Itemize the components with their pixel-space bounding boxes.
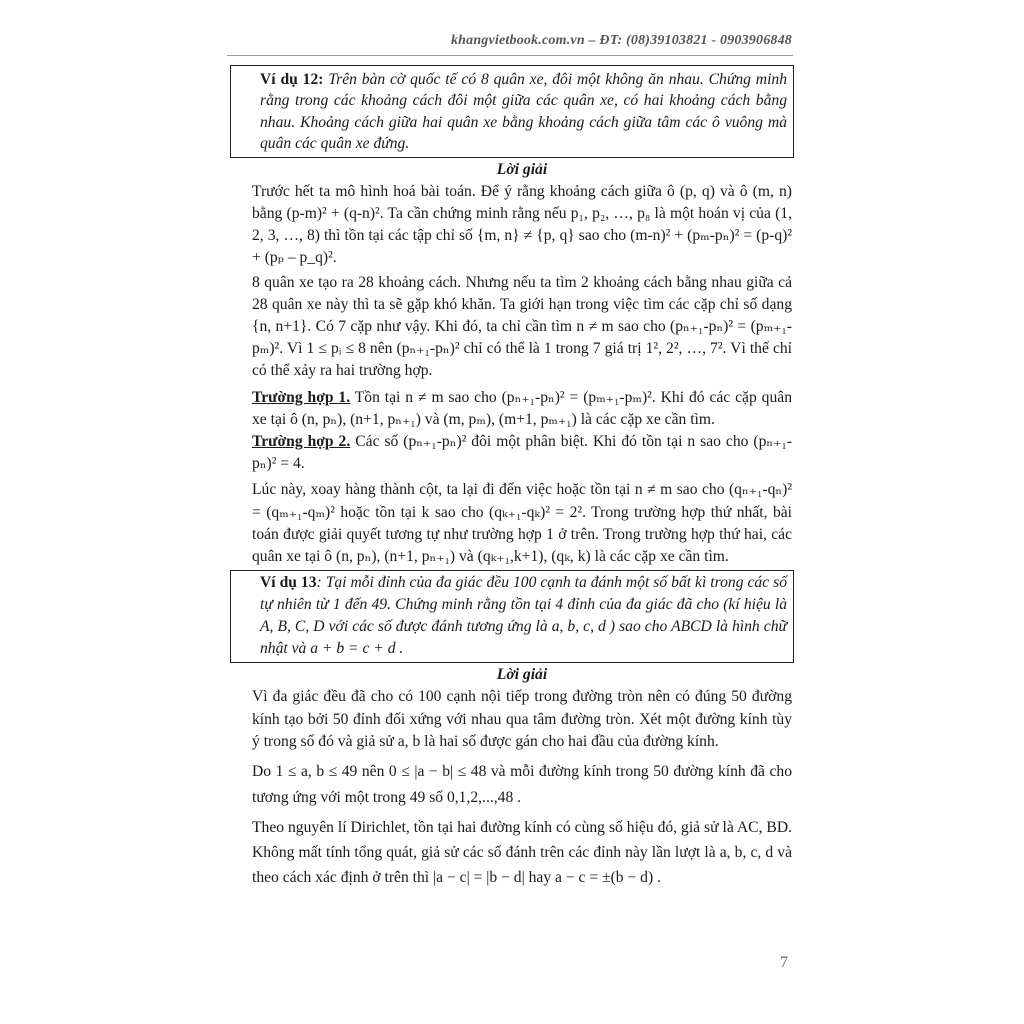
solution-12-paragraph-1: Trước hết ta mô hình hoá bài toán. Để ý rằng khoảng cách giữa ô (p, q) và ô (m, n) bằng (p-m)² + (q-n)². Ta cần chứng minh rằng nếu p₁, p₂, …, p₈ là một hoán vị của (1, 2, 3, …, 8) thì tồn tại các tập chỉ số {m, n} ≠ {p, q} sao cho (m-n)² + (pₘ-pₙ)² = (p-q)² + (pₚ – p_q)². — [252, 182, 792, 267]
example-12-statement — [260, 69, 787, 155]
example-12-text: Trên bàn cờ quốc tế có 8 quân xe, đôi một không ăn nhau. Chứng minh rằng trong các khoảng cách đôi một giữa các quân xe, có hai khoảng cách bằng nhau. Khoảng cách giữa hai quân xe bằng khoảng cách giữa tâm các ô vuông mà quân các quân xe đứng. — [260, 71, 787, 153]
solution-12-heading: Lời giải — [496, 160, 548, 178]
solution-13-paragraph-3: Theo nguyên lí Dirichlet, tồn tại hai đường kính có cùng số hiệu đó, giả sử là AC, BD. Không mất tính tổng quát, giả sử các số đánh trên các đỉnh này lần lượt là a, b, c, d và theo cách xác định ở trên thì |a − c| = |b − d| hay a − c = ±(b − d) . — [252, 819, 792, 887]
solution-13-paragraph-1: Vì đa giác đều đã cho có 100 cạnh nội tiếp trong đường tròn nên có đúng 50 đường kính tạo bởi 50 đỉnh đối xứng với nhau qua tâm đường tròn. Xét một đường kính tùy ý trong số đó và giả sử a, b là hai số được gán cho hai đầu của đường kính. — [252, 688, 792, 750]
page-header: khangvietbook.com.vn – ĐT: (08)39103821 - 0903906848 — [450, 33, 792, 48]
solution-12-case-1 — [252, 387, 792, 431]
solution-13-heading: Lời giải — [496, 666, 548, 684]
example-13-box — [230, 570, 794, 663]
case-2-text: Các số (pₙ₊₁-pₙ)² đôi một phân biệt. Khi đó tồn tại n sao cho (pₙ₊₁-pₙ)² = 4. — [252, 433, 792, 473]
solution-12-paragraph-2: 8 quân xe tạo ra 28 khoảng cách. Nhưng nếu ta tìm 2 khoảng cách bằng nhau giữa cả 28 quân xe này thì ta sẽ gặp khó khăn. Ta giới hạn trong việc tìm các cặp chỉ số dạng {n, n+1}. Có 7 cặp như vậy. Khi đó, ta chỉ cần tìm n ≠ m sao cho (pₙ₊₁-pₙ)² = (pₘ₊₁-pₘ)². Vì 1 ≤ pᵢ ≤ 8 nên (pₙ₊₁-pₙ)² chỉ có thể là 1 trong 7 giá trị 1², 2², …, 7². Vì thế chỉ có thể xảy ra hai trường hợp. — [252, 273, 792, 380]
example-13-text: : Tại mỗi đỉnh của đa giác đều 100 cạnh ta đánh một số bất kì trong các số tự nhiên từ 1 đến 49. Chứng minh rằng tồn tại 4 đỉnh của đa giác đã cho (kí hiệu là A, B, C, D với các số được đánh tương ứng là a, b, c, d ) sao cho ABCD là hình chữ nhật và a + b = c + d . — [260, 574, 787, 658]
header-rule — [227, 55, 793, 56]
example-13-statement — [260, 572, 787, 660]
case-1-label: Trường hợp 1. — [252, 388, 351, 406]
solution-12-paragraph-3: Lúc này, xoay hàng thành cột, ta lại đi đến việc hoặc tồn tại n ≠ m sao cho (qₙ₊₁-qₙ)² = (qₘ₊₁-qₘ)² hoặc tồn tại k sao cho (qₖ₊₁-qₖ)² = 2². Trong trường hợp thứ nhất, bài toán được giải quyết tương tự như trường hợp 1 ở trên. Trong trường hợp thứ hai, các quân xe tại ô (n, pₙ), (n+1, pₙ₊₁) và (qₖ₊₁,k+1), (qₖ, k) là các cặp xe cần tìm. — [252, 481, 792, 566]
case-1-text: Tồn tại n ≠ m sao cho (pₙ₊₁-pₙ)² = (pₘ₊₁-pₘ)². Khi đó các cặp quân xe tại ô (n, pₙ), (n+1, pₙ₊₁) và (m, pₘ), (m+1, pₘ₊₁) là các cặp xe cần tìm. — [252, 388, 792, 428]
page-number: 7 — [780, 954, 788, 971]
solution-13-paragraph-2: Do 1 ≤ a, b ≤ 49 nên 0 ≤ |a − b| ≤ 48 và mỗi đường kính trong 50 đường kính đã cho tương ứng với một trong 49 số 0,1,2,...,48 . — [252, 763, 792, 807]
page-content — [252, 65, 792, 890]
case-2-label: Trường hợp 2. — [252, 433, 351, 451]
example-13-label: Ví dụ 13 — [260, 574, 317, 592]
solution-12-case-2 — [252, 431, 792, 475]
example-12-label: Ví dụ 12: — [260, 71, 324, 88]
example-12-box — [230, 65, 794, 158]
